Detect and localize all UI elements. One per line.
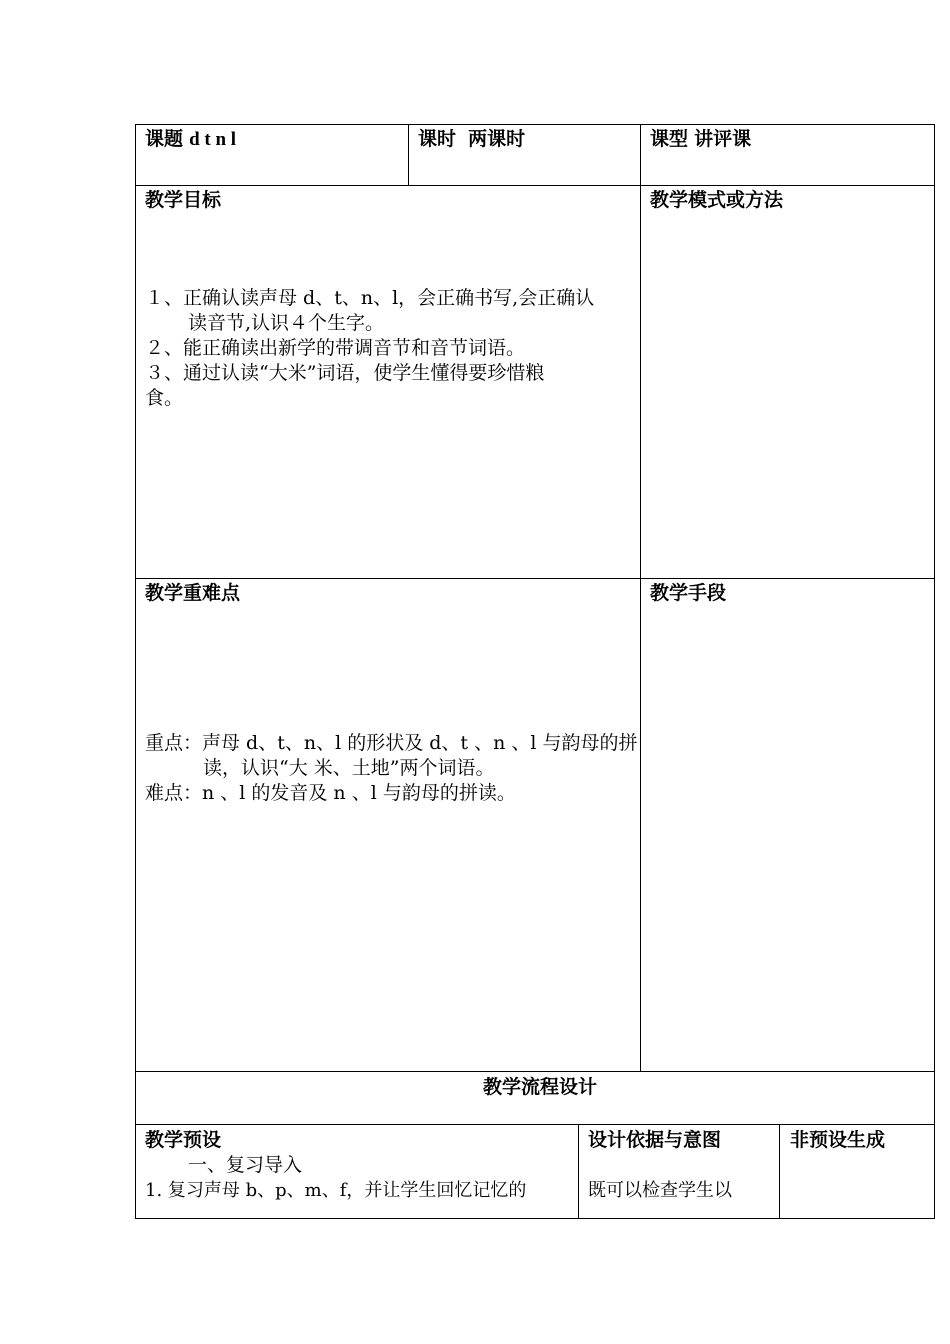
topic-label: 课题 xyxy=(145,128,184,150)
period-cell xyxy=(418,127,525,151)
period-value: 两课时 xyxy=(468,128,526,150)
row1-bottom-border xyxy=(135,185,935,186)
table-left-border xyxy=(135,124,136,1219)
flow-col1-line-2: 1. 复习声母 b、p、m、f，并让学生回忆记忆的 xyxy=(145,1180,527,1201)
flow-col1-heading: 教学预设 xyxy=(145,1129,222,1151)
flow-col3-heading: 非预设生成 xyxy=(790,1129,886,1151)
method-heading: 教学模式或方法 xyxy=(650,189,784,211)
type-cell xyxy=(650,127,751,151)
key-point-line-2: 读，认识“大 米、土地”两个词语。 xyxy=(203,757,495,779)
flow-col1-line-1: 一、复习导入 xyxy=(188,1154,303,1176)
table-bottom-border xyxy=(135,1218,935,1219)
table-right-border xyxy=(934,124,935,1219)
key-point-line-1: 重点：声母 d、t、n、l 的形状及 d、t 、n 、l 与韵母的拼 xyxy=(145,732,638,754)
topic-value: d t n l xyxy=(189,129,237,150)
row2-bottom-border xyxy=(135,578,935,579)
table-top-border xyxy=(135,124,935,125)
row3-bottom-border xyxy=(135,1071,935,1072)
period-label: 课时 xyxy=(418,128,457,150)
objective-line-5: 食。 xyxy=(145,387,184,409)
objective-line-1: １、正确认读声母 d、t、n、l，会正确书写,会正确认 xyxy=(145,287,595,309)
type-value: 讲评课 xyxy=(694,128,752,150)
flow-divider-1 xyxy=(578,1124,579,1219)
objective-line-4: ３、通过认读“大米”词语，使学生懂得要珍惜粮 xyxy=(145,362,545,384)
type-label: 课型 xyxy=(650,128,689,150)
main-column-divider xyxy=(640,124,641,1072)
flow-col2-line-1: 既可以检查学生以 xyxy=(588,1180,732,1201)
means-heading: 教学手段 xyxy=(650,582,727,604)
key-point-line-3: 难点：n 、l 的发音及 n 、l 与韵母的拼读。 xyxy=(145,782,516,804)
flow-title-bottom-border xyxy=(135,1124,935,1125)
objective-line-2: 读音节,认识４个生字。 xyxy=(188,312,385,334)
header-divider-1 xyxy=(408,124,409,186)
topic-cell xyxy=(145,127,236,152)
objective-line-3: ２、能正确读出新学的带调音节和音节词语。 xyxy=(145,337,526,359)
key-points-heading: 教学重难点 xyxy=(145,582,241,604)
objectives-heading: 教学目标 xyxy=(145,189,222,211)
flow-title: 教学流程设计 xyxy=(483,1076,598,1098)
flow-divider-2 xyxy=(779,1124,780,1219)
flow-col2-heading: 设计依据与意图 xyxy=(588,1129,722,1151)
